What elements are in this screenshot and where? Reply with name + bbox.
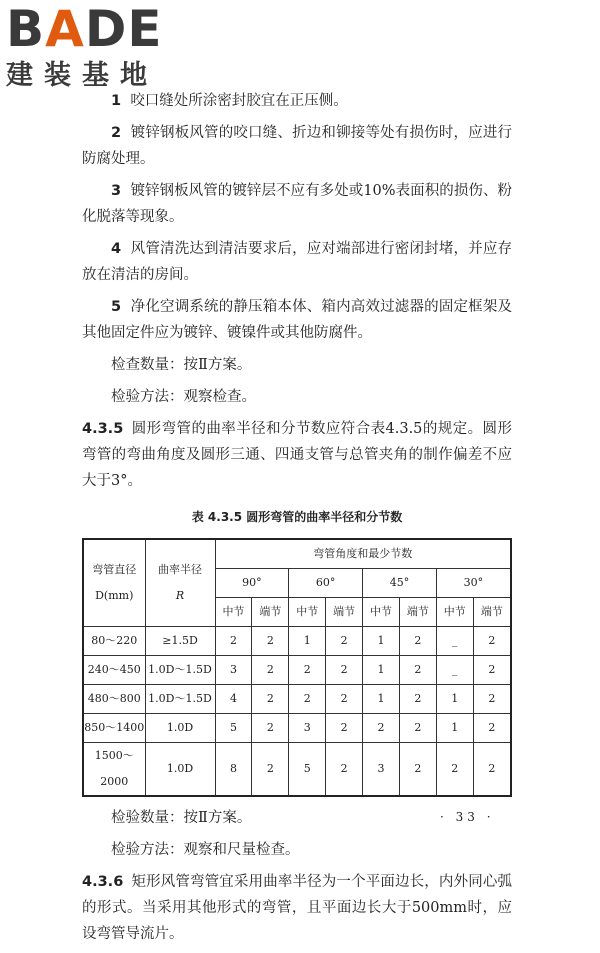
check-method-1: 检验方法：观察检查。 (111, 389, 256, 405)
cell-count: 2 (399, 714, 436, 743)
cell-radius: 1.0D (145, 743, 215, 797)
table-row (83, 714, 511, 743)
header-mid: 中节 (289, 598, 326, 627)
header-radius: 曲率半径 R (145, 539, 215, 627)
item-3: 3 镀锌钢板风管的镀锌层不应有多处或10%表面积的损伤、粉化脱落等现象。 (82, 183, 513, 225)
header-angle: 60° (289, 569, 363, 598)
clause-4-3-5: 4.3.5 圆形弯管的曲率半径和分节数应符合表4.3.5的规定。圆形弯管的弯曲角度及圆形三通、四通支管与总管夹角的制作偏差不应大于3°。 (82, 421, 512, 489)
cell-diameter: 1500～2000 (83, 743, 145, 797)
table-row (83, 743, 511, 797)
header-mid: 中节 (215, 598, 252, 627)
cell-count: 1 (289, 627, 326, 656)
cell-count: 2 (399, 685, 436, 714)
cell-count: 2 (252, 714, 289, 743)
clause-4-3-6: 4.3.6 矩形风管弯管宜采用曲率半径为一个平面边长，内外同心弧的形式。当采用其他形式的弯管，且平面边长大于500mm时，应设弯管导流片。 (82, 874, 512, 942)
logo-brand: BADE (6, 0, 163, 58)
cell-count: 2 (326, 656, 363, 685)
header-diameter: 弯管直径 D(mm) (83, 539, 145, 627)
cell-count: 2 (252, 627, 289, 656)
check-quantity-2: 检验数量：按Ⅱ方案。 (111, 810, 252, 826)
header-mid: 中节 (436, 598, 473, 627)
cell-count: 2 (473, 627, 511, 656)
cell-count: 2 (326, 627, 363, 656)
cell-count: _ (436, 656, 473, 685)
logo (6, 0, 181, 92)
cell-count: 1 (363, 627, 400, 656)
logo-subtitle: 建装基地 (6, 60, 158, 91)
cell-count: 8 (215, 743, 252, 797)
item-1: 1 咬口缝处所涂密封胶宜在正压侧。 (111, 93, 348, 109)
table-caption: 表 4.3.5 圆形弯管的曲率半径和分节数 (191, 510, 403, 524)
cell-count: 2 (215, 627, 252, 656)
bend-spec-table (82, 538, 512, 797)
cell-radius: 1.0D (145, 714, 215, 743)
cell-diameter: 480～800 (83, 685, 145, 714)
header-angle-group: 弯管角度和最少节数 (215, 539, 511, 569)
cell-count: 1 (363, 656, 400, 685)
cell-radius: 1.0D～1.5D (145, 656, 215, 685)
cell-count: 2 (473, 656, 511, 685)
cell-count: _ (436, 627, 473, 656)
cell-count: 2 (289, 685, 326, 714)
check-quantity-1: 检查数量：按Ⅱ方案。 (111, 357, 252, 373)
table-row (83, 685, 511, 714)
cell-count: 4 (215, 685, 252, 714)
cell-count: 2 (363, 714, 400, 743)
cell-count: 3 (215, 656, 252, 685)
cell-count: 2 (473, 714, 511, 743)
cell-count: 3 (363, 743, 400, 797)
cell-count: 2 (399, 627, 436, 656)
cell-count: 2 (436, 743, 473, 797)
cell-count: 2 (252, 685, 289, 714)
check-method-2: 检验方法：观察和尺量检查。 (111, 842, 300, 858)
header-end: 端节 (399, 598, 436, 627)
cell-count: 2 (252, 743, 289, 797)
header-angle: 90° (215, 569, 289, 598)
cell-count: 3 (289, 714, 326, 743)
cell-diameter: 850～1400 (83, 714, 145, 743)
cell-diameter: 240～450 (83, 656, 145, 685)
cell-count: 2 (289, 656, 326, 685)
header-end: 端节 (326, 598, 363, 627)
page-number: · 33 · (440, 810, 495, 824)
cell-count: 2 (473, 685, 511, 714)
item-5: 5 净化空调系统的静压箱本体、箱内高效过滤器的固定框架及其他固定件应为镀锌、镀镍件或其他防腐件。 (82, 299, 513, 341)
cell-count: 2 (326, 685, 363, 714)
cell-count: 2 (326, 714, 363, 743)
cell-count: 2 (326, 743, 363, 797)
header-end: 端节 (473, 598, 511, 627)
cell-radius: ≥1.5D (145, 627, 215, 656)
item-2: 2 镀锌钢板风管的咬口缝、折边和铆接等处有损伤时，应进行防腐处理。 (82, 125, 513, 167)
table-row (83, 627, 511, 656)
table-row (83, 656, 511, 685)
cell-count: 1 (436, 714, 473, 743)
header-mid: 中节 (363, 598, 400, 627)
cell-count: 5 (215, 714, 252, 743)
header-angle: 30° (436, 569, 511, 598)
cell-count: 2 (473, 743, 511, 797)
cell-diameter: 80～220 (83, 627, 145, 656)
cell-count: 2 (252, 656, 289, 685)
cell-count: 5 (289, 743, 326, 797)
item-4: 4 风管清洗达到清洁要求后，应对端部进行密闭封堵，并应存放在清洁的房间。 (82, 241, 513, 283)
header-end: 端节 (252, 598, 289, 627)
cell-count: 1 (436, 685, 473, 714)
cell-count: 2 (399, 743, 436, 797)
cell-count: 2 (399, 656, 436, 685)
cell-count: 1 (363, 685, 400, 714)
cell-radius: 1.0D～1.5D (145, 685, 215, 714)
header-angle: 45° (363, 569, 437, 598)
